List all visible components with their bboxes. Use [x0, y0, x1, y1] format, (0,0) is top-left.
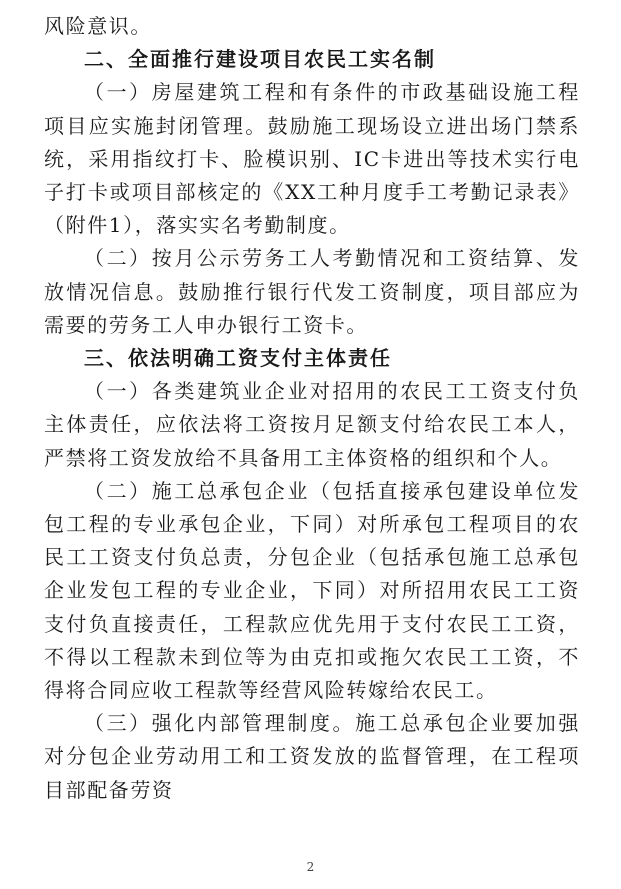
paragraph-3-2: （二）施工总承包企业（包括直接承包建设单位发包工程的专业承包企业，下同）对所承包工程项目的农民工工资支付负总责，分包企业（包括承包施工总承包企业发包工程的专业企业，下同）对所招用农民工工资支付负直接责任，工程款应优先用于支付农民工工资，不得以工程款未到位等为由克扣或拖欠农民工工资，不得将合同应收工程款等经营风险转嫁给农民工。 — [44, 478, 580, 703]
document-page — [44, 10, 580, 807]
paragraph-2-1: （一）房屋建筑工程和有条件的市政基础设施工程项目应实施封闭管理。鼓励施工现场设立进出场门禁系统，采用指纹打卡、脸模识别、IC卡进出等技术实行电子打卡或项目部核定的《XX工种月度手工考勤记录表》（附件1），落实实名考勤制度。 — [44, 80, 580, 238]
paragraph-continued: 风险意识。 — [44, 14, 152, 38]
paragraph-3-1: （一）各类建筑业企业对招用的农民工工资支付负主体责任，应依法将工资按月足额支付给农民工本人，严禁将工资发放给不具备用工主体资格的组织和个人。 — [44, 379, 580, 470]
paragraph-2-2: （二）按月公示劳务工人考勤情况和工资结算、发放情况信息。鼓励推行银行代发工资制度，项目部应为需要的劳务工人申办银行工资卡。 — [44, 246, 580, 337]
section-heading-2: 二、全面推行建设项目农民工实名制 — [84, 47, 436, 72]
page-number: 2 — [306, 860, 315, 874]
paragraph-3-3: （三）强化内部管理制度。施工总承包企业要加强对分包企业劳动用工和工资发放的监督管理，在工程项目部配备劳资 — [44, 711, 580, 802]
section-heading-3: 三、依法明确工资支付主体责任 — [84, 346, 392, 371]
